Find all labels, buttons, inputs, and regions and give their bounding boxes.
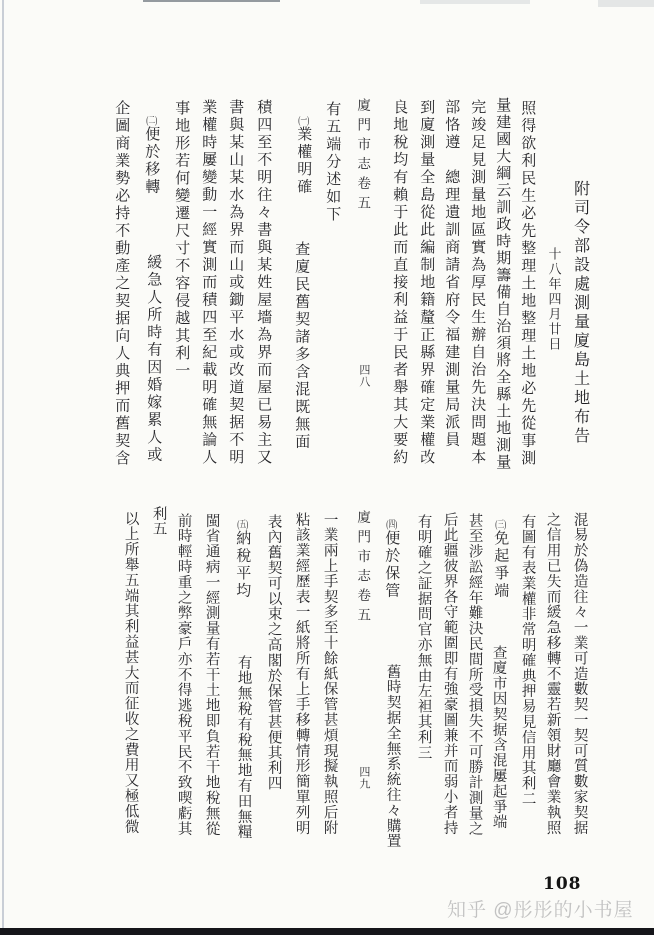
text-column: 查廈市因契据含混屢起爭端 [490,645,507,830]
text-column: 混易於偽造往々一業可造數契一契可質數家契据 [571,512,588,836]
text-column: 量建國大綱云訓政時期籌備自治須將全縣土地測量 [494,97,511,471]
heading-label: 便於移轉 [143,126,160,196]
text-column: 粘該業經歷表一紙將所有上手移轉情形簡單列明 [293,512,310,836]
text-column: 前時輕時重之弊豪戶亦不得逃稅平民不致喫虧其 [175,513,192,837]
text-column: 舊時契据全無系統往々購置 [384,664,401,849]
text-column: 完竣足見測量地區實為厚民生辦自治先決問題本 [469,99,486,467]
text-column: 有明確之証据問官亦無由左袒其利三 [415,514,432,761]
zhihu-watermark: 知乎 @彤彤的小书屋 [447,900,634,921]
folio-number: 四八 [357,364,370,388]
appendix-title-column: 附司令部設處測量廈島土地布告 [571,180,589,446]
heading-marker: (一) [298,116,310,126]
heading-label: 業權明確 [295,126,312,196]
heading-marker: (三) [495,520,507,530]
scan-speckle [598,0,654,7]
text-column: 甚至涉訟經年難決民間所受損失不可勝計測量之 [466,513,483,837]
heading-label: 便於保管 [383,530,400,600]
heading-label: 納稅平均 [234,530,251,600]
folio-number: 四九 [357,766,370,790]
text-column: 業權時屢變動一經實測而積四至紀載明確無論人 [200,99,217,467]
book-title-column: 廈門市志卷五 [355,98,371,215]
text-column: 一業兩上手契多至十餘紙保管甚煩現擬執照后附 [321,512,338,836]
text-column: 之信用已失而緩急移轉不靈若新領財廳會業執照 [544,512,561,836]
scan-top-line [143,0,280,2]
book-title-column: 廈門市志卷五 [355,510,371,627]
section-heading-2 [141,116,161,196]
text-column: 有圖有表業權非常明確典押易見信用其利二 [519,514,536,807]
scan-speckle [420,0,530,4]
text-column: 照得欲利民生必先整理土地整理土地必先從事測 [519,100,536,468]
text-column: 查廈民舊契諸多含混既無面 [293,241,310,451]
heading-marker: (四) [386,520,398,530]
page-number: 108 [543,874,582,894]
text-column: 事地形若何變遷尺寸不容侵越其利一 [173,100,190,380]
text-column: 以上所舉五端其利益甚大而征收之費用又極低微 [122,511,139,835]
text-column: 部恪遵 總理遺訓商請省府令福建測量局派員 [443,99,460,449]
text-column: 有五端分述如下 [324,101,341,224]
text-column: 緩急人所時有因婚嫁累人或 [145,254,162,464]
scan-bottom-bar [0,928,654,935]
heading-marker: (二) [146,116,158,126]
text-column: 后此疆彼界各守範圍即有強豪圖兼并而弱小者持 [441,512,458,836]
section-heading-5 [232,520,252,600]
heading-marker: (五) [237,520,249,530]
text-column: 利五 [150,506,167,537]
text-column: 有地無稅有稅無地有田無糧 [235,655,252,840]
section-heading-3 [490,520,510,600]
text-column: 企圖商業勢必持不動產之契据向人典押而舊契含 [113,100,130,468]
text-column: 到廈測量全島從此編制地籍釐正縣界確定業權改 [418,99,435,467]
section-heading-4 [381,520,401,600]
text-column: 書與某山某水為界而山或鋤平水或改道契据不明 [227,99,244,467]
date-column: 十八年四月廿日 [546,247,562,352]
heading-label: 免起爭端 [492,530,509,600]
section-heading-1 [293,116,313,196]
text-column: 閩省通病一經測量有若干土地即負若干地稅無從 [203,513,220,837]
scan-edge-line [2,0,4,935]
text-column: 良地稅均有賴于此而直接利益于民者舉其大要約 [391,99,408,467]
text-column: 表內舊契可以束之高閣於保管甚便其利四 [265,514,282,792]
text-column: 積四至不明往々書與某姓屋墻為界而屋已易主又 [255,99,272,467]
